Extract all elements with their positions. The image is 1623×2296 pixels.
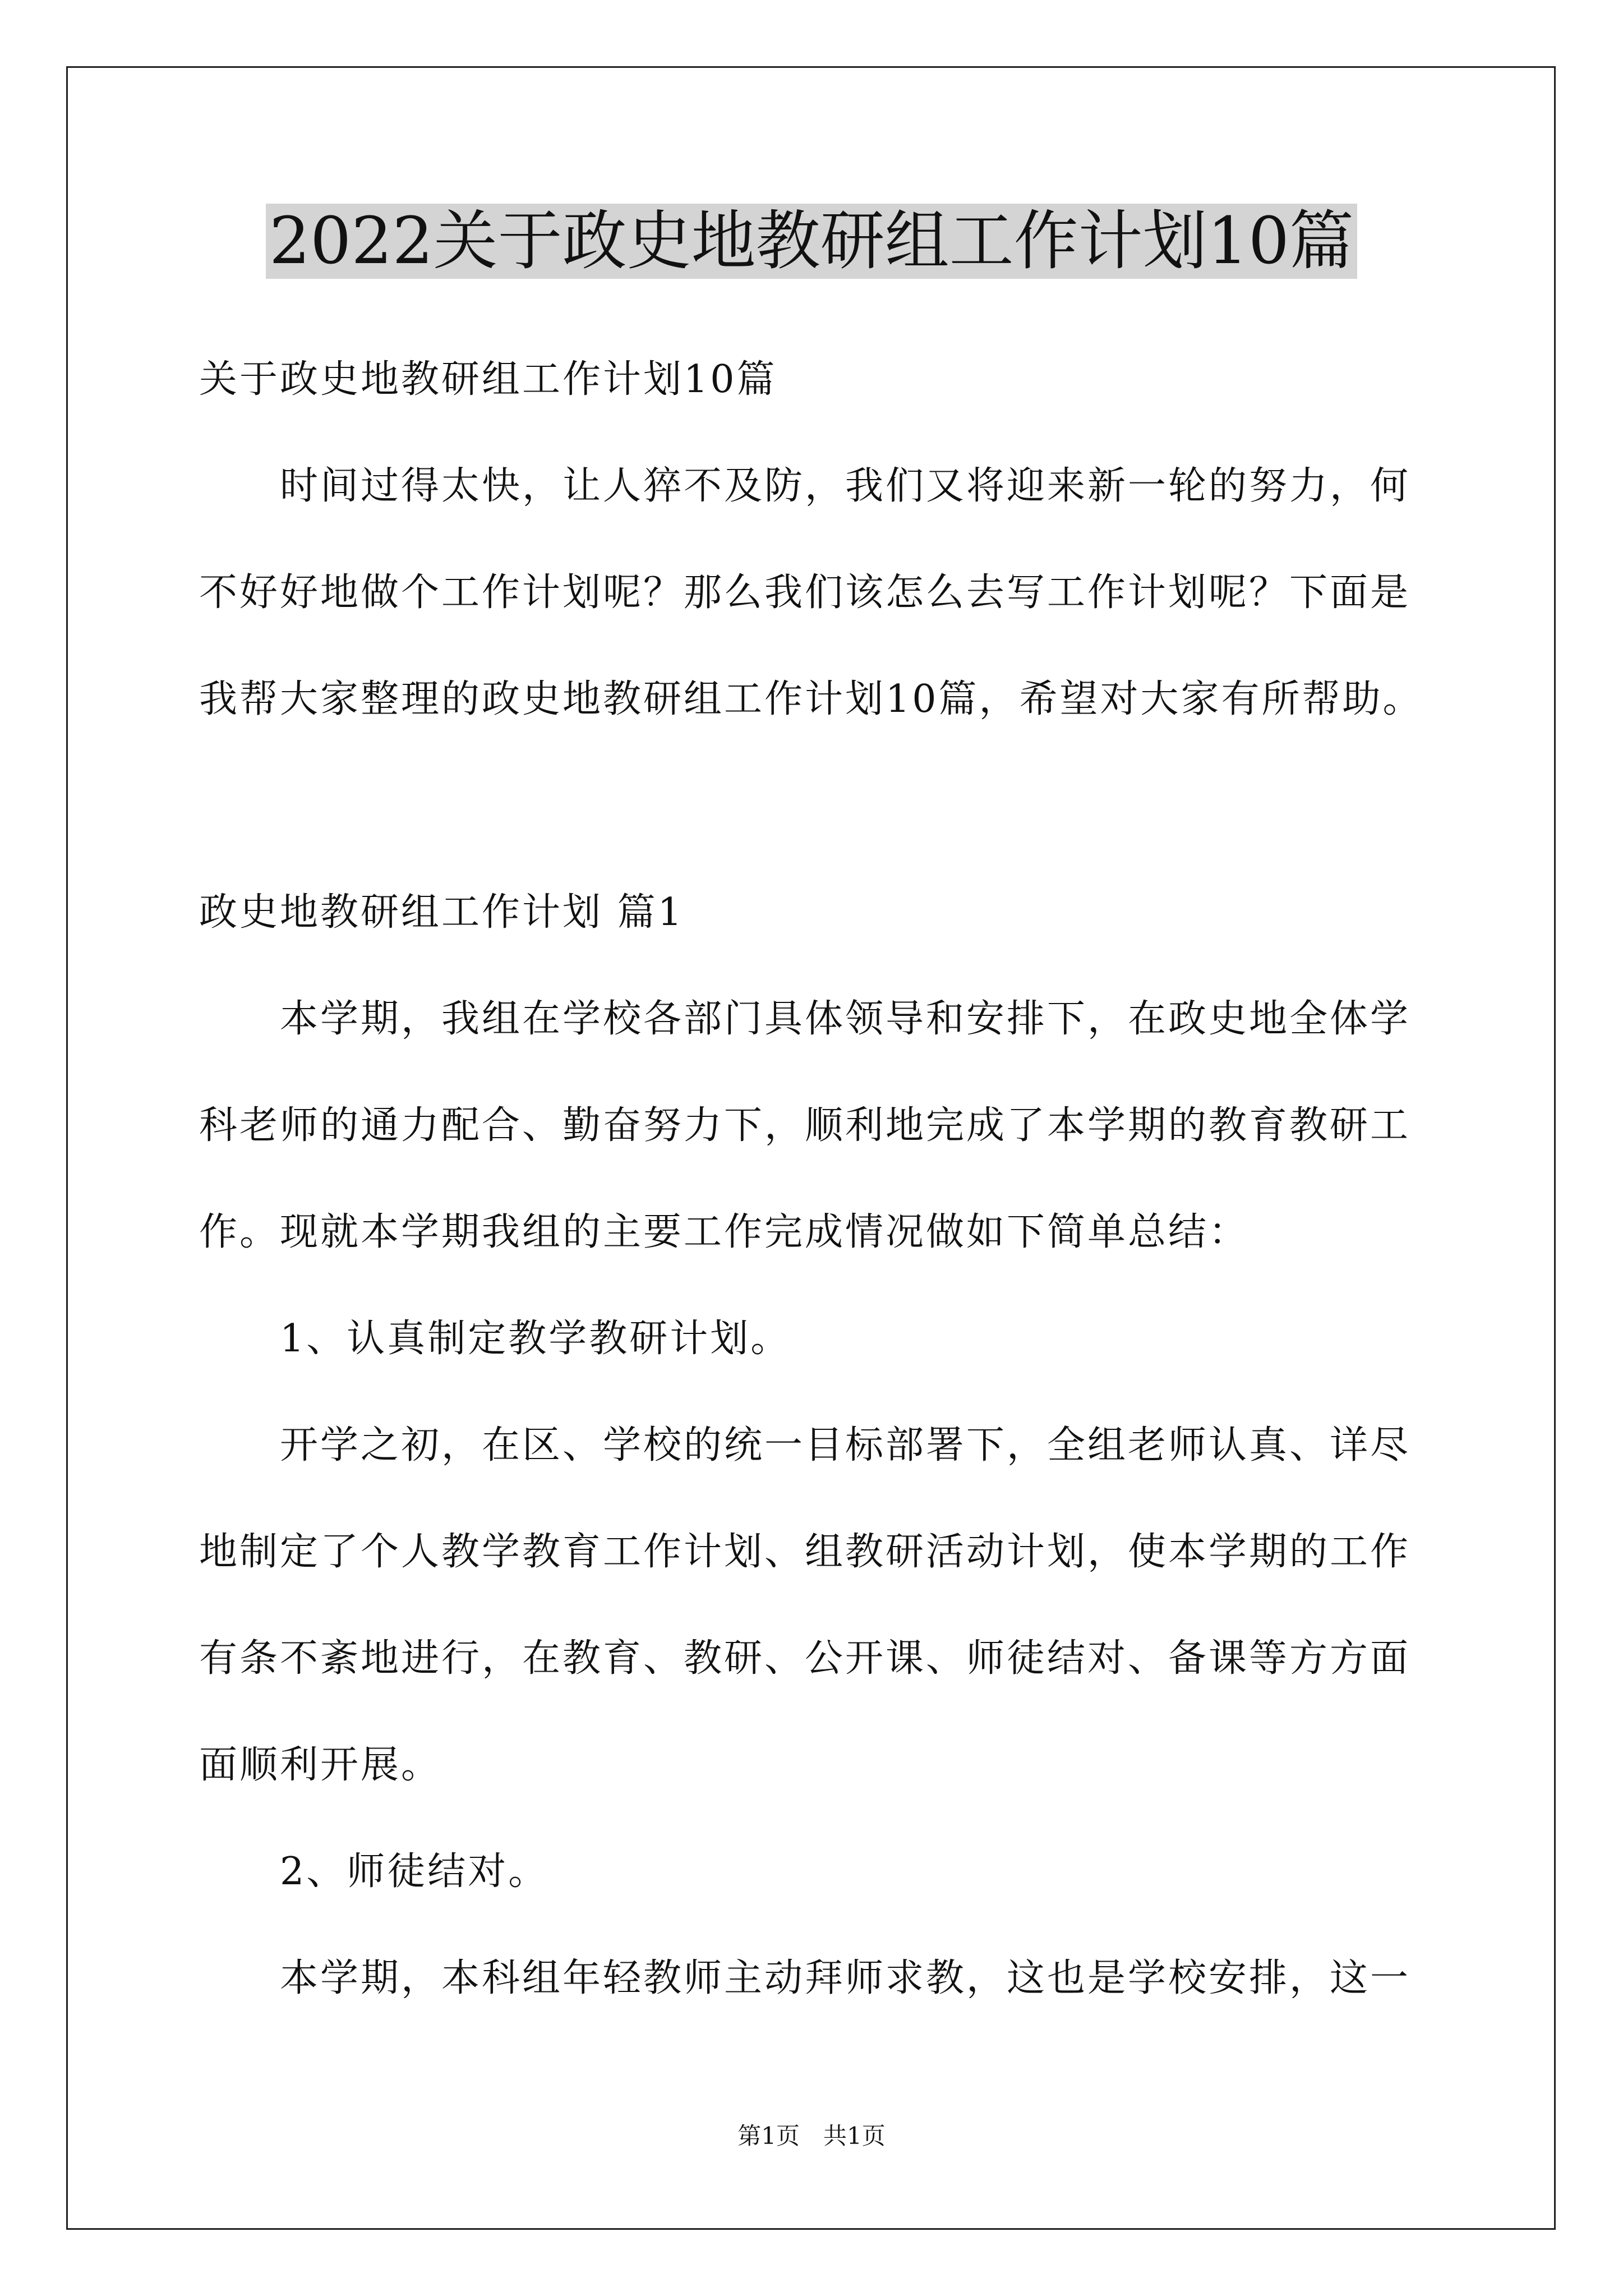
document-title-text: 2022关于政史地教研组工作计划10篇 (266, 204, 1357, 279)
document-title (0, 199, 1623, 283)
section-heading: 政史地教研组工作计划 篇1 (199, 890, 684, 935)
paragraph-line: 科老师的通力配合、勤奋努力下，顺利地完成了本学期的教育教研工 (199, 1103, 1411, 1148)
paragraph-line: 时间过得太快，让人猝不及防，我们又将迎来新一轮的努力，何 (199, 464, 1411, 508)
paragraph-line: 本学期，我组在学校各部门具体领导和安排下，在政史地全体学 (199, 997, 1411, 1041)
paragraph-line: 不好好地做个工作计划呢？那么我们该怎么去写工作计划呢？下面是 (199, 570, 1411, 615)
subtitle-line: 关于政史地教研组工作计划10篇 (199, 357, 777, 402)
paragraph-line: 作。现就本学期我组的主要工作完成情况做如下简单总结： (199, 1210, 1249, 1254)
page-footer: 第1页 共1页 (737, 2122, 886, 2150)
list-item-heading: 2、师徒结对。 (199, 1849, 549, 1894)
paragraph-line: 面顺利开展。 (199, 1743, 442, 1787)
list-item-heading: 1、认真制定教学教研计划。 (199, 1317, 791, 1361)
paragraph-line: 有条不紊地进行，在教育、教研、公开课、师徒结对、备课等方方面 (199, 1636, 1411, 1681)
paragraph-line: 本学期，本科组年轻教师主动拜师求教，这也是学校安排，这一 (199, 1956, 1411, 2000)
paragraph-line: 我帮大家整理的政史地教研组工作计划10篇，希望对大家有所帮助。 (199, 677, 1423, 721)
paragraph-line: 地制定了个人教学教育工作计划、组教研活动计划，使本学期的工作 (199, 1530, 1411, 1574)
paragraph-line: 开学之初，在区、学校的统一目标部署下，全组老师认真、详尽 (199, 1423, 1411, 1467)
